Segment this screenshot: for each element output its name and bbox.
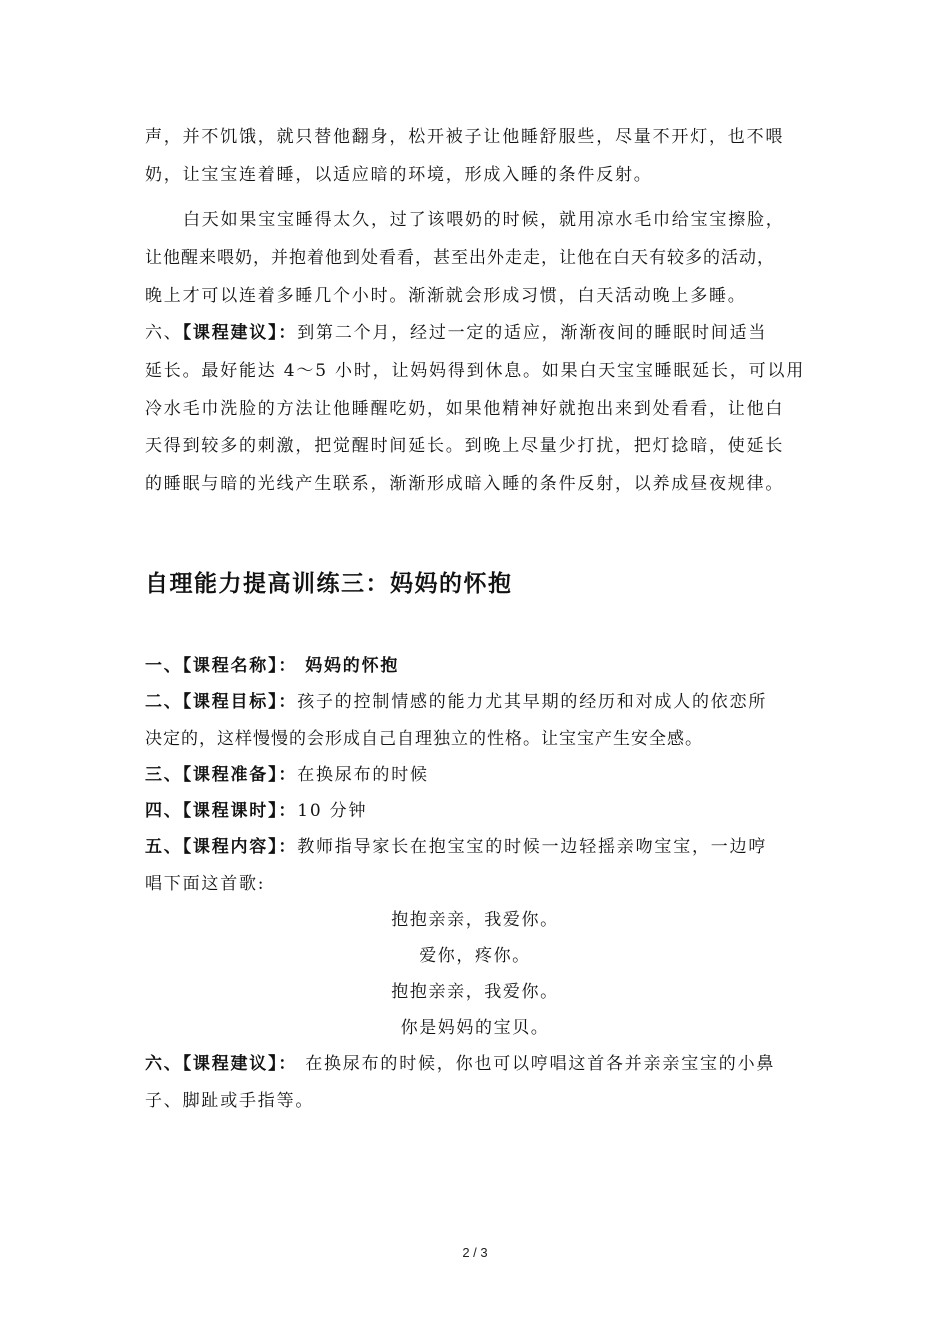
- course-prep-value: 在换尿布的时候: [297, 765, 429, 785]
- song-line: 抱抱亲亲，我爱你。: [391, 982, 559, 1002]
- course-goal-line: [145, 690, 825, 714]
- course-goal-line-2: 决定的，这样慢慢的会形成自己自理独立的性格。让宝宝产生安全感。: [145, 729, 703, 749]
- course-time-label: 四、【课程课时】：: [145, 801, 298, 821]
- course-prep-line: [145, 763, 825, 787]
- course-content-line-2: 唱下面这首歌:: [145, 874, 266, 894]
- course-goal-text: 孩子的控制情感的能力尤其早期的经历和对成人的依恋所: [297, 692, 768, 712]
- item-text: 到第二个月，经过一定的适应，渐渐夜间的睡眠时间适当: [297, 323, 768, 343]
- course-name-label: 一、【课程名称】：: [145, 656, 298, 676]
- paragraph-line: 延长。最好能达 4～5 小时，让妈妈得到休息。如果白天宝宝睡眠延长，可以用: [145, 361, 806, 381]
- course-goal-label: 二、【课程目标】：: [145, 692, 298, 712]
- course-content-text: 教师指导家长在抱宝宝的时候一边轻摇亲吻宝宝，一边哼: [297, 837, 768, 857]
- course-suggestion-line: [145, 1052, 825, 1076]
- course-time-line: [145, 799, 825, 823]
- course-prep-label: 三、【课程准备】：: [145, 765, 298, 785]
- paragraph-line: 的睡眠与暗的光线产生联系，渐渐形成暗入睡的条件反射，以养成昼夜规律。: [145, 474, 785, 494]
- paragraph-line: 晚上才可以连着多睡几个小时。渐渐就会形成习惯，白天活动晚上多睡。: [145, 286, 747, 306]
- paragraph-line: 奶，让宝宝连着睡，以适应暗的环境，形成入睡的条件反射。: [145, 165, 653, 185]
- course-content-label: 五、【课程内容】：: [145, 837, 298, 857]
- course-suggestion-text: 在换尿布的时候，你也可以哼唱这首各并亲亲宝宝的小鼻: [305, 1054, 776, 1074]
- song-line: 你是妈妈的宝贝。: [400, 1018, 550, 1038]
- song-line: 抱抱亲亲，我爱你。: [391, 910, 559, 930]
- item-label: 【课程建议】：: [182, 323, 298, 343]
- page-number: 2 / 3: [462, 1245, 488, 1260]
- course-name-line: [145, 654, 825, 678]
- course-suggestion-line-2: 子、脚趾或手指等。: [145, 1091, 315, 1111]
- course-suggestion-label: 六、【课程建议】：: [145, 1054, 298, 1074]
- paragraph-line: 天得到较多的刺激，把觉醒时间延长。到晚上尽量少打扰，把灯捻暗，使延长: [145, 436, 785, 456]
- paragraph-line: 声，并不饥饿，就只替他翻身，松开被子让他睡舒服些，尽量不开灯，也不喂: [145, 127, 785, 147]
- song-line: 爱你，疼你。: [419, 946, 531, 966]
- course-content-line: [145, 835, 825, 859]
- paragraph-line: 让他醒来喂奶，并抱着他到处看看，甚至出外走走，让他在白天有较多的活动，: [145, 248, 775, 268]
- suggestion-line: [145, 321, 825, 345]
- paragraph-line: 白天如果宝宝睡得太久，过了该喂奶的时候，就用凉水毛巾给宝宝擦脸，: [183, 210, 785, 230]
- item-number: 六、: [145, 323, 183, 343]
- section-title: 自理能力提高训练三：妈妈的怀抱: [145, 571, 513, 597]
- course-name-value: 妈妈的怀抱: [305, 656, 400, 676]
- course-time-value: 10 分钟: [297, 801, 368, 821]
- paragraph-line: 冷水毛巾洗脸的方法让他睡醒吃奶，如果他精神好就抱出来到处看看，让他白: [145, 399, 785, 419]
